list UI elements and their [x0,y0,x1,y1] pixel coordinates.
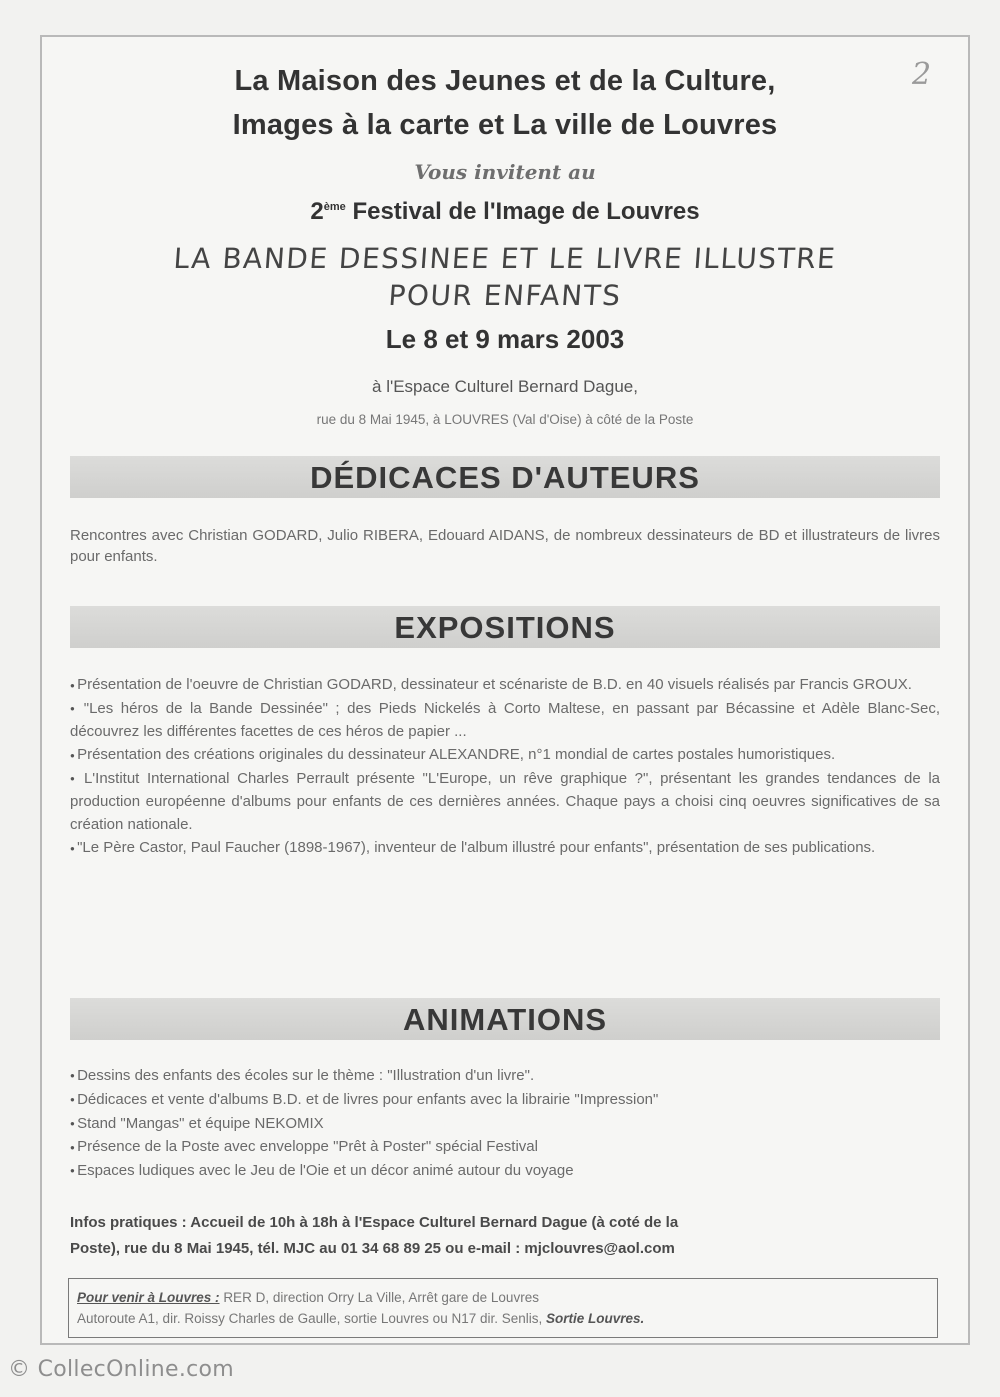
list-item: ● Présentation des créations originales du dessinateur ALEXANDRE, n°1 mondial de cartes postales humoristiques. [70,743,940,767]
list-item: ● Espaces ludiques avec le Jeu de l'Oie et un décor animé autour du voyage [70,1159,940,1183]
theme-line-2: POUR ENFANTS [387,279,623,312]
festival-name: Festival de l'Image de Louvres [352,198,700,225]
list-item: ● L'Institut International Charles Perrault présente "L'Europe, un rêve graphique ?", présentant les grandes tendances de la production européenne d'albums pour enfants de ces dernières années. Chaque pays a choisi cinq oeuvres significatives de sa création nationale. [70,767,940,837]
list-item: ● Stand "Mangas" et équipe NEKOMIX [70,1112,940,1136]
access-box [68,1278,938,1338]
access-line-1: RER D, direction Orry La Ville, Arrêt gare de Louvres [223,1290,539,1305]
access-label: Pour venir à Louvres : [77,1290,220,1305]
invite-text: Vous invitent au [414,160,596,184]
list-item: ● Dessins des enfants des écoles sur le thème : "Illustration d'un livre". [70,1064,940,1088]
expositions-list [70,673,940,860]
list-item: ● "Le Père Castor, Paul Faucher (1898-1967), inventeur de l'album illustré pour enfants", présentation de ses publications. [70,836,940,860]
page-number: 2 [912,57,932,92]
watermark: © ColleсOnline.com [8,1357,235,1382]
address: rue du 8 Mai 1945, à LOUVRES (Val d'Oise) à côté de la Poste [316,412,694,427]
practical-info-line-2: Poste), rue du 8 Mai 1945, tél. MJC au 01 34 68 89 25 ou e-mail : mjclouvres@aol.com [70,1240,675,1257]
access-line-2: Autoroute A1, dir. Roissy Charles de Gaulle, sortie Louvres ou N17 dir. Senlis, [77,1311,543,1326]
dedicaces-text: Rencontres avec Christian GODARD, Julio RIBERA, Edouard AIDANS, de nombreux dessinateurs de BD et illustrateurs de livres pour enfants. [70,527,940,565]
organizer-line-1: La Maison des Jeunes et de la Culture, [234,65,776,97]
practical-info [70,1210,942,1262]
event-date: Le 8 et 9 mars 2003 [385,324,625,354]
section-expositions-title: EXPOSITIONS [70,606,940,648]
festival-ordinal-sup: ème [323,201,346,213]
list-item: ● Dédicaces et vente d'albums B.D. et de livres pour enfants avec la librairie "Impression" [70,1088,940,1112]
section-animations-title: ANIMATIONS [70,998,940,1040]
theme-line-1: LA BANDE DESSINEE ET LE LIVRE ILLUSTRE [172,242,838,275]
festival-title [40,198,970,226]
list-item: ● "Les héros de la Bande Dessinée" ; des Pieds Nickelés à Corto Maltese, en passant par Bécassine et Adèle Blanc-Sec, découvrez les différentes facettes de ces héros de papier ... [70,697,940,744]
section-dedicaces-title: DÉDICACES D'AUTEURS [70,456,940,498]
venue: à l'Espace Culturel Bernard Dague, [372,377,638,396]
access-exit: Sortie Louvres. [546,1311,645,1326]
organizer-line-2: Images à la carte et La ville de Louvres [232,109,778,141]
list-item: ● Présence de la Poste avec enveloppe "Prêt à Poster" spécial Festival [70,1135,940,1159]
practical-info-line-1: Infos pratiques : Accueil de 10h à 18h à l'Espace Culturel Bernard Dague (à coté de la [70,1214,679,1231]
animations-list [70,1064,940,1183]
list-item: ● Présentation de l'oeuvre de Christian GODARD, dessinateur et scénariste de B.D. en 40 visuels réalisés par Francis GROUX. [70,673,940,697]
festival-ordinal: 2 [310,198,324,225]
